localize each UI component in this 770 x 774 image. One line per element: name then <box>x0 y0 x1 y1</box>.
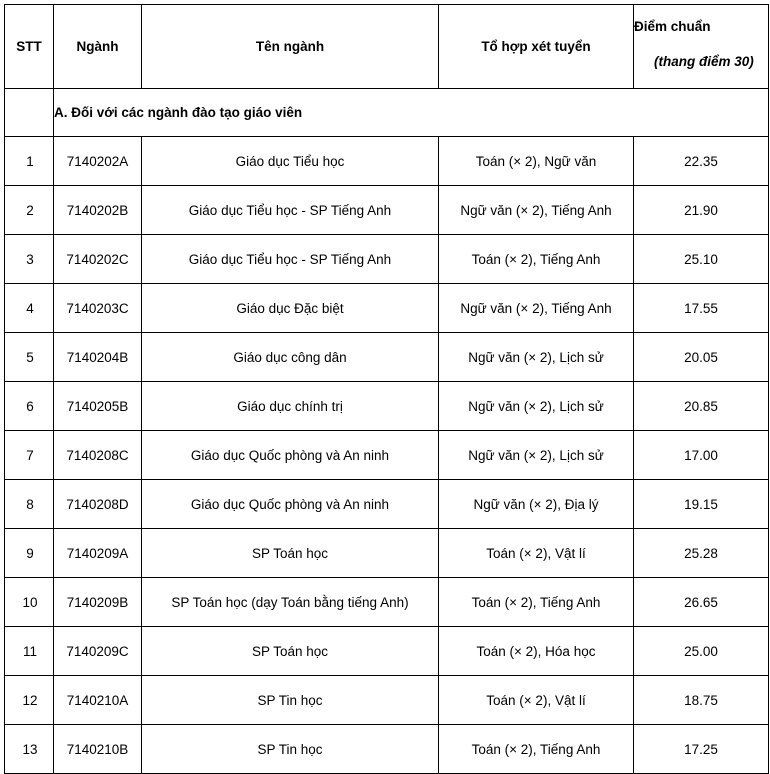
cell-name: Giáo dục công dân <box>142 333 439 382</box>
cell-stt: 7 <box>5 431 54 480</box>
table-row <box>5 725 769 774</box>
cell-score: 25.10 <box>634 235 769 284</box>
admission-score-table-sheet <box>4 4 768 774</box>
cell-stt: 8 <box>5 480 54 529</box>
cell-name: Giáo dục chính trị <box>142 382 439 431</box>
cell-name: SP Toán học <box>142 529 439 578</box>
section-title: A. Đối với các ngành đào tạo giáo viên <box>54 89 769 137</box>
cell-score: 19.15 <box>634 480 769 529</box>
table-row <box>5 186 769 235</box>
cell-combo: Ngữ văn (× 2), Lịch sử <box>439 431 634 480</box>
cell-code: 7140205B <box>54 382 142 431</box>
section-spacer <box>5 89 54 137</box>
cell-score: 17.25 <box>634 725 769 774</box>
cell-stt: 6 <box>5 382 54 431</box>
cell-code: 7140210B <box>54 725 142 774</box>
cell-stt: 2 <box>5 186 54 235</box>
cell-code: 7140202B <box>54 186 142 235</box>
cell-combo: Toán (× 2), Tiếng Anh <box>439 578 634 627</box>
cell-score: 25.28 <box>634 529 769 578</box>
cell-code: 7140202A <box>54 137 142 186</box>
cell-score: 17.55 <box>634 284 769 333</box>
table-row <box>5 578 769 627</box>
cell-stt: 1 <box>5 137 54 186</box>
cell-stt: 11 <box>5 627 54 676</box>
table-row <box>5 431 769 480</box>
cell-code: 7140209C <box>54 627 142 676</box>
cell-stt: 9 <box>5 529 54 578</box>
cell-score: 22.35 <box>634 137 769 186</box>
cell-stt: 12 <box>5 676 54 725</box>
cell-combo: Toán (× 2), Hóa học <box>439 627 634 676</box>
header-diem-chuan-scale: (thang điểm 30) <box>654 54 754 69</box>
admission-score-table <box>4 4 769 774</box>
cell-combo: Ngữ văn (× 2), Lịch sử <box>439 333 634 382</box>
table-row <box>5 382 769 431</box>
cell-score: 17.00 <box>634 431 769 480</box>
cell-code: 7140209A <box>54 529 142 578</box>
cell-score: 18.75 <box>634 676 769 725</box>
cell-stt: 10 <box>5 578 54 627</box>
header-diem-chuan-title: Điểm chuẩn <box>634 19 711 34</box>
table-row <box>5 480 769 529</box>
table-header-row <box>5 5 769 89</box>
cell-name: Giáo dục Quốc phòng và An ninh <box>142 431 439 480</box>
cell-code: 7140210A <box>54 676 142 725</box>
header-stt: STT <box>5 5 54 89</box>
cell-score: 20.05 <box>634 333 769 382</box>
table-row <box>5 627 769 676</box>
cell-combo: Toán (× 2), Ngữ văn <box>439 137 634 186</box>
cell-name: SP Toán học <box>142 627 439 676</box>
cell-name: Giáo dục Quốc phòng và An ninh <box>142 480 439 529</box>
cell-stt: 3 <box>5 235 54 284</box>
cell-score: 26.65 <box>634 578 769 627</box>
cell-stt: 13 <box>5 725 54 774</box>
cell-name: SP Tin học <box>142 725 439 774</box>
header-ten-nganh: Tên ngành <box>142 5 439 89</box>
cell-code: 7140203C <box>54 284 142 333</box>
table-row <box>5 235 769 284</box>
cell-code: 7140208D <box>54 480 142 529</box>
cell-name: SP Tin học <box>142 676 439 725</box>
cell-stt: 5 <box>5 333 54 382</box>
cell-combo: Ngữ văn (× 2), Tiếng Anh <box>439 284 634 333</box>
section-row <box>5 89 769 137</box>
cell-code: 7140202C <box>54 235 142 284</box>
header-nganh: Ngành <box>54 5 142 89</box>
table-row <box>5 137 769 186</box>
cell-score: 25.00 <box>634 627 769 676</box>
cell-combo: Ngữ văn (× 2), Lịch sử <box>439 382 634 431</box>
cell-combo: Toán (× 2), Vật lí <box>439 529 634 578</box>
cell-code: 7140204B <box>54 333 142 382</box>
cell-score: 20.85 <box>634 382 769 431</box>
cell-combo: Ngữ văn (× 2), Địa lý <box>439 480 634 529</box>
table-row <box>5 529 769 578</box>
header-diem-chuan <box>634 5 769 89</box>
header-to-hop: Tổ hợp xét tuyển <box>439 5 634 89</box>
cell-combo: Toán (× 2), Vật lí <box>439 676 634 725</box>
cell-code: 7140209B <box>54 578 142 627</box>
cell-combo: Toán (× 2), Tiếng Anh <box>439 725 634 774</box>
cell-combo: Toán (× 2), Tiếng Anh <box>439 235 634 284</box>
cell-name: Giáo dục Tiểu học - SP Tiếng Anh <box>142 235 439 284</box>
cell-combo: Ngữ văn (× 2), Tiếng Anh <box>439 186 634 235</box>
cell-name: Giáo dục Tiểu học - SP Tiếng Anh <box>142 186 439 235</box>
table-row <box>5 333 769 382</box>
table-row <box>5 284 769 333</box>
table-row <box>5 676 769 725</box>
cell-stt: 4 <box>5 284 54 333</box>
cell-name: Giáo dục Tiểu học <box>142 137 439 186</box>
cell-name: SP Toán học (dạy Toán bằng tiếng Anh) <box>142 578 439 627</box>
cell-code: 7140208C <box>54 431 142 480</box>
cell-name: Giáo dục Đặc biệt <box>142 284 439 333</box>
cell-score: 21.90 <box>634 186 769 235</box>
